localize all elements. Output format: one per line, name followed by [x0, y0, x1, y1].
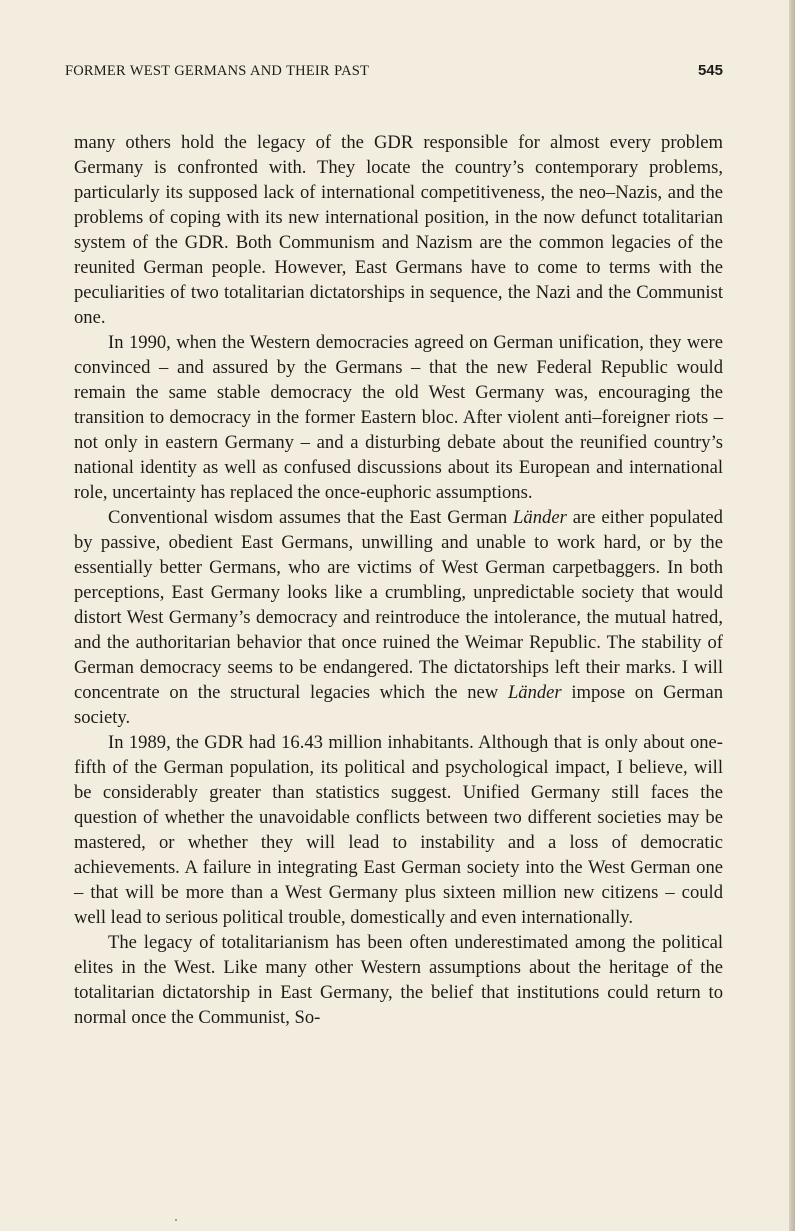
- italic-term: Länder: [507, 682, 562, 703]
- text-run: In 1990, when the Western democracies agreed on German unification, they were convinced – and assured by the Germans – that the new Federal Republic would remain the same stable democracy the old West Germany was, encouraging the transition to democracy in the former Eastern bloc. After violent anti–foreigner riots – not only in eastern Germany – and a disturbing debate about the reunified country’s national identity as well as confused discussions about its European and international role, uncertainty has replaced the once-euphoric assumptions.: [74, 332, 723, 503]
- text-run: are either populated by passive, obedient East Germans, unwilling and unable to work hard, or by the essentially better Germans, who are victims of West German carpetbaggers. In both perceptions, East Germany looks like a crumbling, unpredictable society that would distort West Germany’s democracy and reintroduce the intolerance, the mutual hatred, and the authoritarian behavior that once ruined the Weimar Republic. The stability of German democracy seems to be endangered. The dictatorships left their marks. I will concentrate on the structural legacies which the new: [74, 507, 723, 703]
- text-run: The legacy of totalitarianism has been often underestimated among the political elites in the West. Like many other Western assumptions about the heritage of the totalitarian dictatorship in East Germany, the belief that institutions could return to normal once the Communist, So-: [74, 932, 723, 1028]
- text-run: many others hold the legacy of the GDR responsible for almost every problem Germany is confronted with. They locate the country’s contemporary problems, particularly its supposed lack of international competitiveness, the neo–Nazis, and the problems of coping with its new international position, in the now defunct totalitarian system of the GDR. Both Communism and Nazism are the common legacies of the reunited German people. However, East Germans have to come to terms with the peculiarities of two totalitarian dictatorships in sequence, the Nazi and the Communist one.: [74, 132, 723, 328]
- paragraph-4: [74, 730, 723, 930]
- paragraph-5: [74, 930, 723, 1030]
- body-text: [74, 130, 723, 1030]
- page-number: 545: [697, 62, 723, 79]
- text-run: impose on German society.: [74, 682, 724, 728]
- paragraph-3: [74, 505, 723, 730]
- running-head: [65, 62, 723, 80]
- paragraph-1: [74, 130, 723, 330]
- page-edge: [789, 0, 795, 1231]
- running-title: FORMER WEST GERMANS AND THEIR PAST: [65, 63, 370, 79]
- italic-term: Länder: [513, 507, 567, 528]
- paragraph-2: [74, 330, 723, 505]
- text-run: In 1989, the GDR had 16.43 million inhabitants. Although that is only about one-fifth of the German population, its political and psychological impact, I believe, will be considerably greater than statistics suggest. Unified Germany still faces the question of whether the unavoidable conflicts between two different societies may be mastered, or whether they will lead to instability and a loss of democratic achievements. A failure in integrating East German society into the West German one – that will be more than a West Germany plus sixteen million new citizens – could well lead to serious political trouble, domestically and even internationally.: [74, 732, 723, 928]
- stray-mark: [175, 1219, 177, 1221]
- text-run: Conventional wisdom assumes that the East German: [108, 507, 514, 528]
